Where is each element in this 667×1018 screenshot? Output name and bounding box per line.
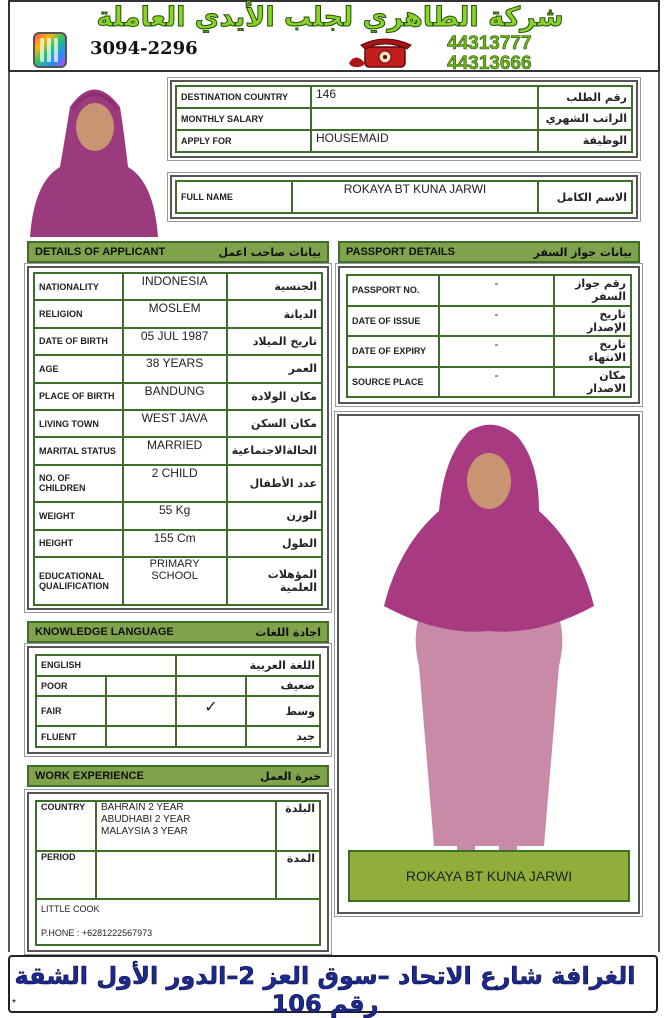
table-row: [34, 328, 322, 355]
table-row: [34, 410, 322, 437]
field-label: HEIGHT: [34, 530, 123, 557]
period-value: [96, 851, 276, 899]
field-value: -: [439, 336, 554, 367]
section-title: KNOWLEDGE LANGUAGE: [35, 626, 174, 638]
footer-mark: *: [12, 998, 16, 1009]
field-label: WEIGHT: [34, 502, 123, 529]
field-label-ar: الجنسية: [227, 273, 322, 300]
field-label-ar: الديانة: [227, 300, 322, 327]
phone-number-2: 44313666: [447, 53, 532, 74]
mobile-number: 3094-2296: [90, 38, 198, 59]
level-label: POOR: [36, 676, 106, 697]
level-label-ar: ضعيف: [246, 676, 320, 697]
field-value: 155 Cm: [123, 530, 227, 557]
full-name-box: [170, 175, 638, 219]
table-row: [176, 108, 632, 129]
check-icon: ✓: [176, 696, 246, 726]
field-value: WEST JAVA: [123, 410, 227, 437]
level-label: FAIR: [36, 696, 106, 726]
table-row: [347, 336, 631, 367]
country-label-ar: البلدة: [276, 801, 320, 851]
applicant-photo-small: [20, 72, 168, 237]
field-label: AGE: [34, 355, 123, 382]
field-value: BANDUNG: [123, 383, 227, 410]
language-section-header: [27, 621, 329, 643]
field-value: MOSLEM: [123, 300, 227, 327]
field-label: MONTHLY SALARY: [176, 108, 311, 129]
application-info-box: [170, 80, 638, 158]
english-header: ENGLISH: [36, 655, 176, 676]
field-label: NATIONALITY: [34, 273, 123, 300]
applicant-details-box: [27, 266, 329, 610]
field-value: 146: [311, 86, 538, 108]
section-title-ar: بيانات صاحب اعمل: [218, 245, 321, 259]
field-value: 2 CHILD: [123, 465, 227, 503]
field-label-ar: مكان السكن: [227, 410, 322, 437]
experience-section-header: [27, 765, 329, 787]
arabic-header: اللغة العربية: [176, 655, 320, 676]
field-label: DATE OF ISSUE: [347, 306, 439, 337]
applicant-photo-large: [339, 416, 638, 912]
field-label-ar: مكان الاصدار: [554, 367, 631, 398]
field-label-ar: الحالةالاجتماعية: [227, 437, 322, 464]
field-value: INDONESIA: [123, 273, 227, 300]
table-row: [347, 275, 631, 306]
table-row: [34, 530, 322, 557]
table-row: [34, 557, 322, 605]
name-caption: ROKAYA BT KUNA JARWI: [348, 850, 630, 902]
list-item: ABUDHABI 2 YEAR: [101, 814, 191, 825]
arabic-mark: [176, 676, 246, 697]
note-text: LITTLE COOK: [41, 904, 100, 914]
table-row: [176, 86, 632, 108]
table-row: [176, 181, 632, 213]
section-title: PASSPORT DETAILS: [346, 246, 455, 258]
field-label-ar: مكان الولادة: [227, 383, 322, 410]
language-box: [27, 646, 329, 754]
table-row: [176, 130, 632, 152]
field-label: SOURCE PLACE: [347, 367, 439, 398]
table-row: [34, 355, 322, 382]
field-value: PRIMARY SCHOOL: [123, 557, 227, 605]
field-label: PASSPORT NO.: [347, 275, 439, 306]
field-value: -: [439, 275, 554, 306]
field-label-ar: تاريخ الميلاد: [227, 328, 322, 355]
country-list: [96, 801, 276, 851]
field-label: APPLY FOR: [176, 130, 311, 152]
field-value: [311, 108, 538, 129]
level-label-ar: وسط: [246, 696, 320, 726]
field-label: NO. OF CHILDREN: [34, 465, 123, 503]
field-label-ar: تاريخ الانتهاء: [554, 336, 631, 367]
passport-section-header: [338, 241, 640, 263]
address-text: الغرافة شارع الاتحاد –سوق العز 2–الدور الأول الشقة رقم 106: [14, 962, 636, 1018]
english-mark: [106, 726, 176, 747]
applicant-section-header: [27, 241, 329, 263]
field-value: -: [439, 306, 554, 337]
list-item: MALAYSIA 3 YEAR: [101, 826, 188, 837]
experience-box: [27, 792, 329, 952]
applicant-photo-frame: [337, 414, 640, 914]
table-row: [34, 383, 322, 410]
table-row: [36, 726, 320, 747]
table-row: [34, 465, 322, 503]
phone-number-1: 44313777: [447, 33, 532, 54]
applicant-table: [33, 272, 323, 606]
table-row: [347, 367, 631, 398]
field-label: RELIGION: [34, 300, 123, 327]
arabic-mark: [176, 726, 246, 747]
field-label: MARITAL STATUS: [34, 437, 123, 464]
field-label: FULL NAME: [176, 181, 292, 213]
table-row: [36, 655, 320, 676]
english-mark: [106, 696, 176, 726]
field-value: 38 YEARS: [123, 355, 227, 382]
table-row: [34, 273, 322, 300]
section-title-ar: بيانات جواز السفر: [533, 245, 632, 259]
company-name: شركة الطاهري لجلب الأيدي العاملة: [96, 2, 564, 33]
english-mark: [106, 676, 176, 697]
level-label: FLUENT: [36, 726, 106, 747]
telephone-icon: [345, 35, 433, 69]
field-label-ar: الطول: [227, 530, 322, 557]
field-label: LIVING TOWN: [34, 410, 123, 437]
section-title: WORK EXPERIENCE: [35, 770, 144, 782]
field-label-ar: الاسم الكامل: [538, 181, 632, 213]
section-title-ar: اجادة اللغات: [255, 625, 321, 639]
field-label-ar: المؤهلات العلمية: [227, 557, 322, 605]
field-label: PLACE OF BIRTH: [34, 383, 123, 410]
table-row: [36, 801, 320, 851]
field-value: HOUSEMAID: [311, 130, 538, 152]
passport-table: [346, 274, 632, 398]
field-label-ar: الراتب الشهري: [538, 108, 632, 129]
field-value: 55 Kg: [123, 502, 227, 529]
period-label: PERIOD: [36, 851, 96, 899]
field-label-ar: الوزن: [227, 502, 322, 529]
field-value: -: [439, 367, 554, 398]
country-label: COUNTRY: [36, 801, 96, 851]
contact-phone: P.HONE : +6281222567973: [41, 928, 153, 938]
table-row: [36, 696, 320, 726]
passport-details-box: [338, 266, 640, 404]
field-label: EDUCATIONAL QUALIFICATION: [34, 557, 123, 605]
table-row: [34, 437, 322, 464]
list-item: BAHRAIN 2 YEAR: [101, 802, 184, 813]
full-name-table: [175, 180, 633, 214]
language-table: [35, 654, 321, 748]
table-row: [36, 676, 320, 697]
field-value: 05 JUL 1987: [123, 328, 227, 355]
table-row: [34, 502, 322, 529]
field-label: DATE OF BIRTH: [34, 328, 123, 355]
field-label-ar: رقم الطلب: [538, 86, 632, 108]
table-row: [36, 851, 320, 899]
field-label-ar: العمر: [227, 355, 322, 382]
field-label-ar: تاريخ الإصدار: [554, 306, 631, 337]
full-name-value: ROKAYA BT KUNA JARWI: [292, 181, 538, 213]
field-value: MARRIED: [123, 437, 227, 464]
smartphone-icon: [33, 32, 67, 68]
field-label-ar: عدد الأطفال: [227, 465, 322, 503]
period-label-ar: المدة: [276, 851, 320, 899]
section-title-ar: خبرة العمل: [260, 769, 321, 783]
field-label-ar: الوظيفة: [538, 130, 632, 152]
field-label: DATE OF EXPIRY: [347, 336, 439, 367]
table-row: [34, 300, 322, 327]
field-label-ar: رقم جواز السفر: [554, 275, 631, 306]
experience-table: [35, 800, 321, 900]
application-table: [175, 85, 633, 153]
field-label: DESTINATION COUNTRY: [176, 86, 311, 108]
notes-area: [35, 900, 321, 946]
level-label-ar: جيد: [246, 726, 320, 747]
section-title: DETAILS OF APPLICANT: [35, 246, 166, 258]
table-row: [347, 306, 631, 337]
